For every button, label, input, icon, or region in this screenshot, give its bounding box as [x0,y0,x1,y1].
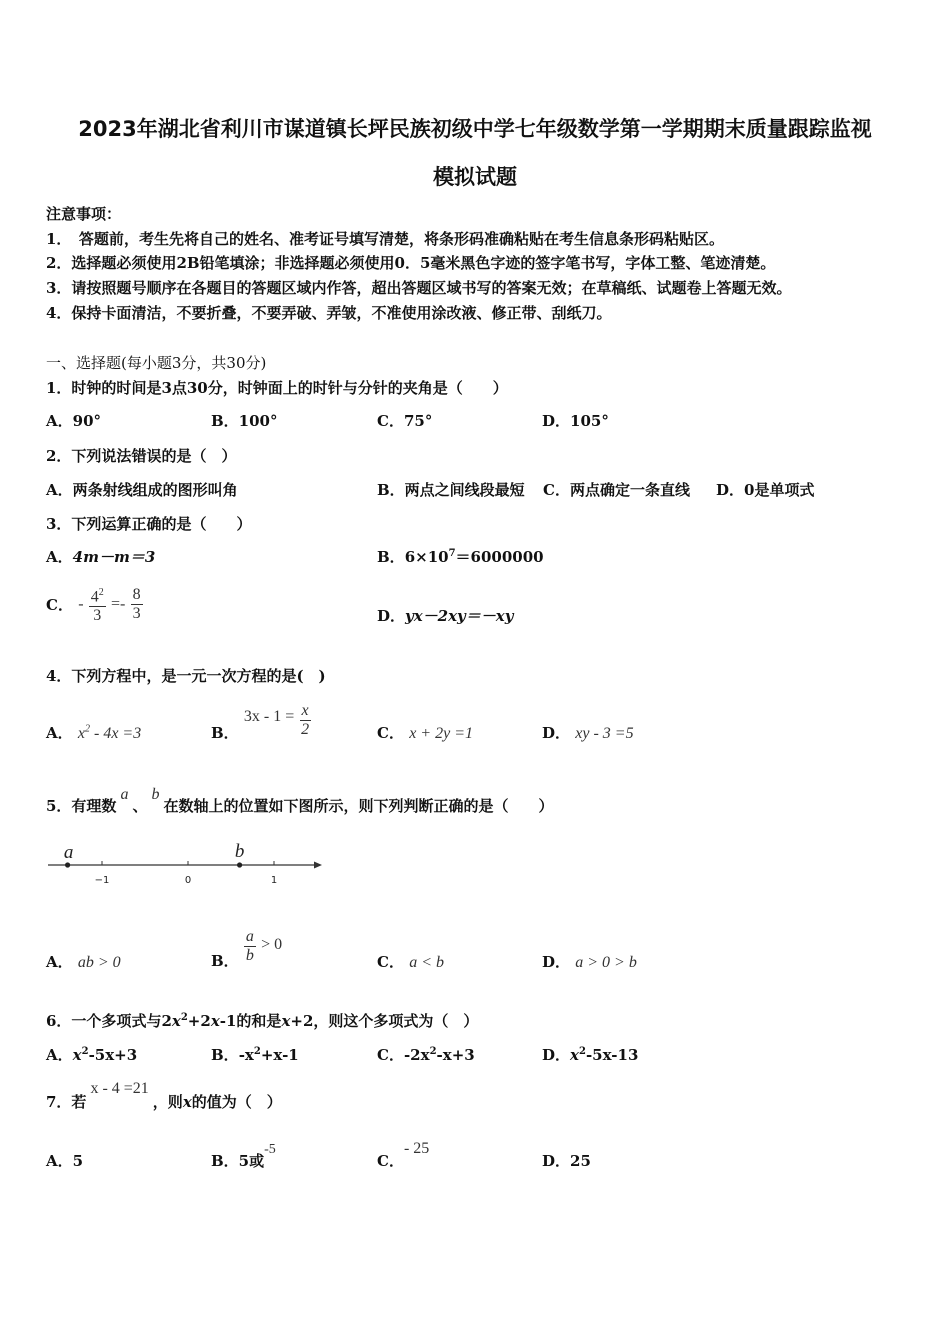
q5-option-d [542,951,637,972]
q1-option-a: A．90° [46,412,102,430]
math-expression: > 0 [261,936,283,953]
q2-stem: 2．下列说法错误的是（ ） [46,447,237,465]
numerator: x [301,702,309,719]
q5-option-c [377,951,444,972]
notice-item: 4．保持卡面清洁，不要折叠，不要弄破、弄皱，不准使用涂改液、修正带、刮纸刀。 [46,304,612,322]
point-a-marker [65,862,70,867]
option-label: D． [377,607,406,625]
q6-option-c: C．$-2x^2-x+3$ [377,1046,475,1064]
option-label: A． [46,548,73,566]
q2-option-a: A．两条射线组成的图形叫角 [46,481,238,499]
q4-option-a [46,722,141,743]
q6-option-b: B．$-x^2+x-1$ [211,1046,299,1064]
math-expression: a > 0 > b [575,954,637,971]
q2-option-b: B．两点之间线段最短 [377,481,525,499]
option-label: D． [542,953,571,971]
notice-heading: 注意事项： [46,205,122,223]
math-expression: $x^2 - 4x =3$ [77,723,142,742]
fraction [89,584,106,625]
q5-stem [46,786,554,816]
numerator: 8 [132,586,141,604]
stem-text: 的值为（ ） [191,1093,282,1111]
minus-sign: - [78,595,84,613]
q7-option-c [377,1140,430,1171]
denominator: 2 [301,721,310,738]
separator: 、 [132,797,148,815]
page-title: 2023年湖北省利川市谋道镇长坪民族初级中学七年级数学第一学期期末质量跟踪监视 [78,117,872,141]
math-expression: x - 4 =21 [90,1080,149,1097]
q7-option-a: A．5 [46,1152,84,1170]
notice-item: 2．选择题必须使用2B铅笔填涂；非选择题必须使用0．5毫米黑色字迹的签字笔书写，字体工整、笔迹清楚。 [46,254,776,272]
math-expression: x + 2y =1 [409,725,473,742]
option-label: C． [377,953,404,971]
q1-option-c: C．75° [377,412,433,430]
numerator: 4 [90,588,99,606]
denominator: 3 [132,605,141,623]
stem-text: 在数轴上的位置如下图所示，则下列判断正确的是（ ） [163,797,554,815]
option-label: B．5或 [211,1152,265,1170]
q3-option-c [46,584,143,625]
stem-text: 7．若 [46,1093,87,1111]
option-label: A． [46,953,73,971]
math-expression: 3x - 1 = [243,708,295,725]
stem-text: ，则 [152,1093,183,1111]
q6-stem: 6．一个多项式与$2x^2+2x-1$的和是x+2，则这个多项式为（ ） [46,1012,479,1030]
fraction [244,928,256,965]
fraction [300,702,311,739]
notice-item: 1． 答题前，考生先将自己的姓名、准考证号填写清楚，将条形码准确粘贴在考生信息条形码粘贴区。 [46,230,724,248]
math-expression: ab > 0 [77,954,121,971]
point-b-label: b [234,841,245,862]
q2-option-d: D．0是单项式 [716,481,815,499]
notice-item: 3．请按照题号顺序在各题目的答题区域内作答，超出答题区域书写的答案无效；在草稿纸、试题卷上答题无效。 [46,279,792,297]
q4-option-d [542,722,634,743]
section-heading: 一、选择题(每小题3分，共30分) [46,354,267,372]
page-title-line2: 模拟试题 [433,165,517,189]
option-label: C． [377,724,404,742]
q7-stem: 7．若x - 4 =21，则x的值为（ ） [46,1080,282,1111]
variable-b: b [151,786,160,803]
number-line-figure [44,836,334,892]
q4-option-b [211,702,311,743]
denominator: b [245,947,254,964]
tick-label: 1 [270,875,278,886]
exponent: 7 [448,548,456,559]
tick-label: −1 [94,875,110,886]
math-expression: 4m－m＝3 [72,548,156,566]
q1-stem: 1．时钟的时间是3点30分，时钟面上的时针与分针的夹角是（ ） [46,379,508,397]
option-label: A． [46,724,73,742]
option-label: B． [211,952,239,970]
q6-option-a: A．$x^2-5x+3$ [46,1046,138,1064]
math-expression: -5 [264,1142,276,1157]
option-label: C． [46,596,73,615]
q1-option-b: B．100° [211,412,278,430]
q3-option-a [46,546,155,567]
q2-option-c: C．两点确定一条直线 [543,481,690,499]
stem-text: 5．有理数 [46,797,117,815]
q3-option-d [377,605,513,626]
q4-stem: 4．下列方程中，是一元一次方程的是( ) [46,667,326,685]
q1-option-d: D．105° [542,412,609,430]
tick-label: 0 [184,875,192,886]
math-expression: xy - 3 =5 [575,725,634,742]
q3-stem: 3．下列运算正确的是（ ） [46,515,252,533]
option-label: D． [542,724,571,742]
math-expression: - 25 [403,1140,430,1157]
q3-option-b [377,546,544,567]
q5-option-a [46,951,121,972]
q7-option-b [211,1142,276,1171]
q5-option-b [211,928,282,971]
option-label: B． [211,724,239,742]
fraction [131,586,143,623]
q6-option-d: D．$x^2-5x-13$ [542,1046,639,1064]
arrow-icon [314,862,322,869]
option-label: B． [377,548,405,566]
math-expression: ＝6000000 [455,548,544,566]
point-b-marker [237,862,242,867]
q7-option-d: D．25 [542,1152,591,1170]
math-expression: a < b [409,954,444,971]
math-expression: yx－2xy＝－xy [405,607,514,625]
q4-option-c [377,722,473,743]
option-label: C． [377,1152,404,1170]
denominator: 3 [93,607,102,625]
numerator: a [245,928,254,945]
math-expression: 6×10 [404,548,449,566]
point-a-label: a [63,842,74,863]
exponent: 2 [98,587,104,598]
variable-a: a [120,786,129,803]
equals-sign: =- [110,595,126,613]
